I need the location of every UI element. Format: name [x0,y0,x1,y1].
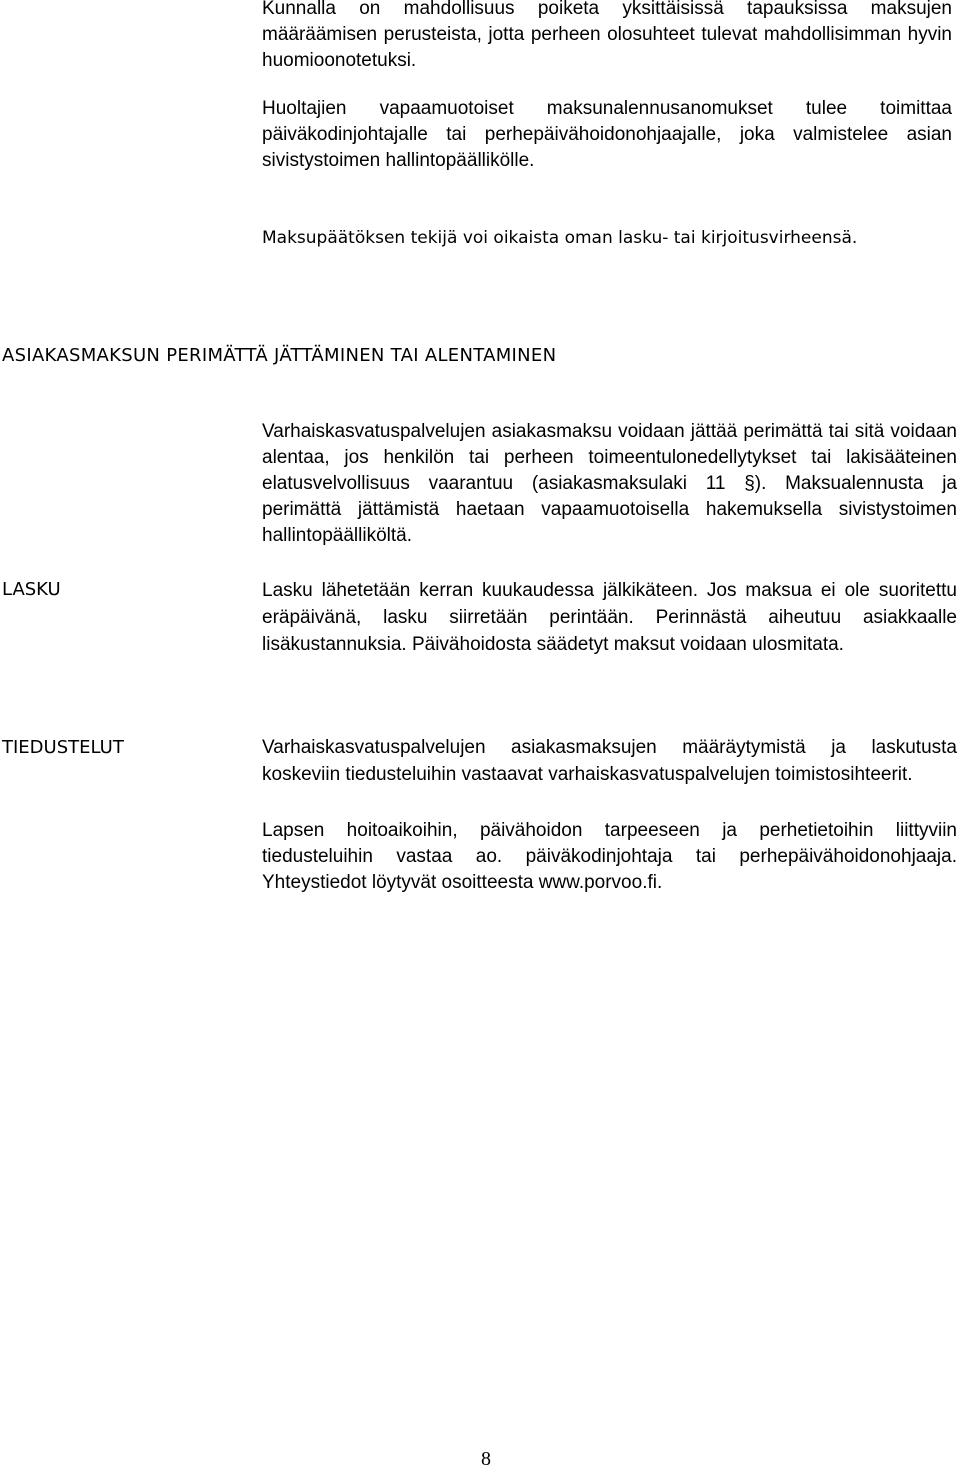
paragraph-fee-waiver: Varhaiskasvatuspalvelujen asiakasmaksu voidaan jättää perimättä tai sitä voidaan alentaa, jos henkilön tai perheen toimeentulonedellytykset tai lakisääteinen elatusvelvollisuus vaarantuu (asiakasmaksulaki 11 §). Maksualennusta ja perimättä jättämistä haetaan vapaamuotoisella hakemuksella sivistystoimen hallintopäälliköltä. [262,421,957,546]
page-number: 8 [481,1448,491,1470]
section-label-invoice: LASKU [2,579,61,600]
paragraph-inquiries-billing: Varhaiskasvatuspalvelujen asiakasmaksujen määräytymistä ja laskutusta koskeviin tiedusteluihin vastaavat varhaiskasvatuspalvelujen toimistosihteerit. [262,737,957,785]
paragraph-correction-note: Maksupäätöksen tekijä voi oikaista oman lasku- tai kirjoitusvirheensä. [262,228,858,248]
paragraph-invoice: Lasku lähetetään kerran kuukaudessa jälkikäteen. Jos maksua ei ole suoritettu eräpäivänä, lasku siirretään perintään. Perinnästä aiheutuu asiakkaalle lisäkustannuksia. Päivähoidosta säädetyt maksut voidaan ulosmitata. [262,580,957,655]
section-heading-fee-waiver: ASIAKASMAKSUN PERIMÄTTÄ JÄTTÄMINEN TAI ALENTAMINEN [2,345,557,366]
paragraph-exception-policy: Kunnalla on mahdollisuus poiketa yksittäisissä tapauksissa maksujen määräämisen perusteista, jotta perheen olosuhteet tulevat mahdollisimman hyvin huomioonotetuksi. [262,0,952,71]
paragraph-inquiries-daycare: Lapsen hoitoaikoihin, päivähoidon tarpeeseen ja perhetietoihin liittyviin tiedusteluihin vastaa ao. päiväkodinjohtaja tai perhepäivähoidonohjaaja. Yhteystiedot löytyvät osoitteesta www.porvoo.fi. [262,820,957,893]
section-label-inquiries: TIEDUSTELUT [2,737,124,758]
paragraph-discount-requests: Huoltajien vapaamuotoiset maksunalennusanomukset tulee toimittaa päiväkodinjohtajalle tai perhepäivähoidonohjaajalle, joka valmistelee asian sivistystoimen hallintopäällikölle. [262,98,952,171]
